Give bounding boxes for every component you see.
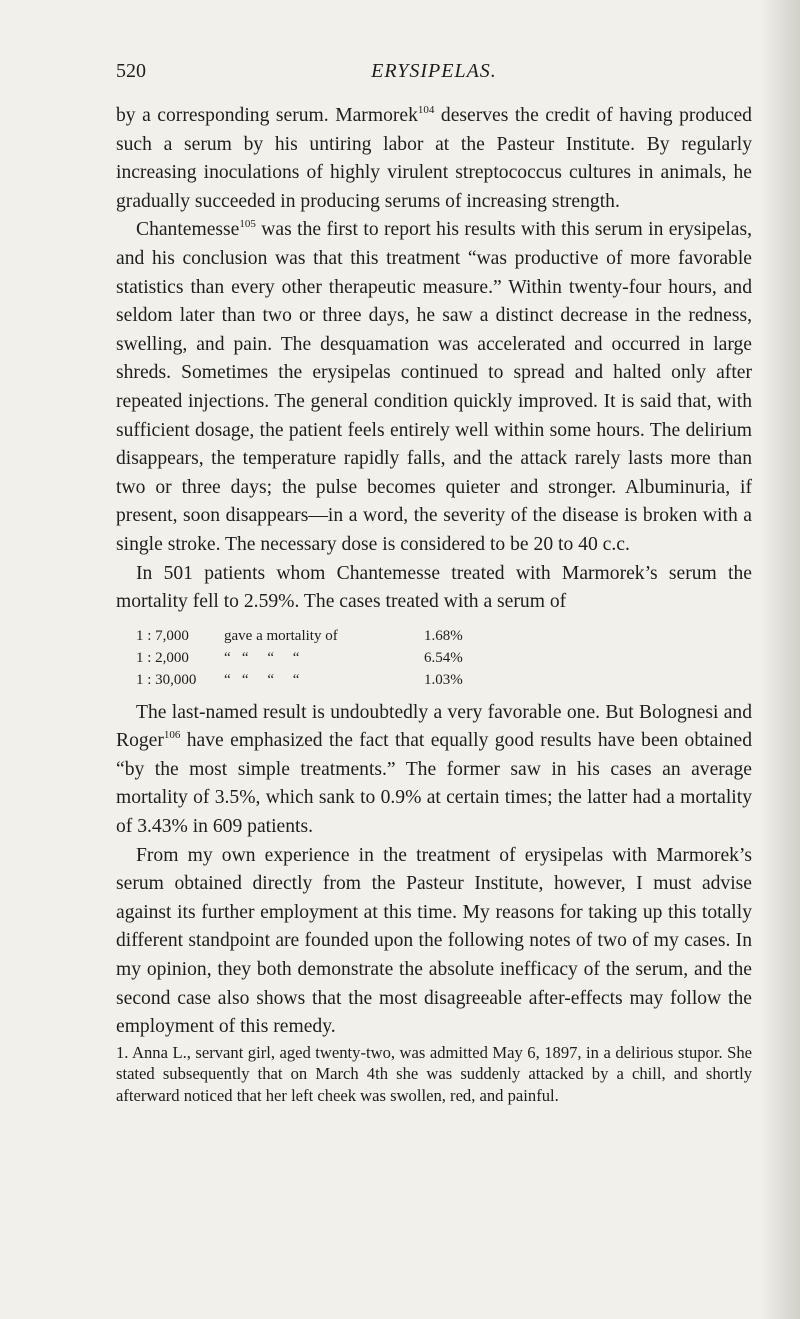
footnote-ref-104: 104 — [417, 104, 435, 116]
paragraph-2 — [116, 216, 752, 559]
table-row — [136, 669, 752, 691]
case-note-1: 1. Anna L., servant girl, aged twenty-two, was admitted May 6, 1897, in a delirious stupor. She stated subsequently that on March 4th she was suddenly attacked by a chill, and shortly afterward noticed that her left cheek was swollen, red, and painful. — [116, 1042, 752, 1105]
footnote-ref-105: 105 — [239, 218, 256, 231]
mortality-table — [136, 625, 752, 691]
paragraph-2-text-a: Chantemesse — [136, 219, 240, 241]
paragraph-2-text-b: was the first to report his results with this serum in erysipelas, and his conclusion was that this treatment “was productive of more favorable statistics than every other therapeutic measure.” Within twenty-four hours, and seldom later than two or three days, he saw a distinct decrease in the redness, swelling, and pain. The desquamation was accelerated and occurred in large shreds. Sometimes the erysipelas continued to spread and halted only after repeated injections. The general condition quickly improved. It is said that, with sufficient dosage, the patient feels entirely well within some hours. The delirium disappears, the temperature rapidly falls, and the attack rarely lasts more than two or three days; the pulse becomes quieter and stronger. Albuminuria, if present, soon disappears—in a word, the severity of the disease is broken with a single stroke. The necessary dose is considered to be 20 to 40 c.c. — [116, 219, 752, 555]
page-header — [116, 60, 752, 90]
table-cell-text: gave a mortality of — [224, 627, 338, 644]
paragraph-1-text-a: by a corresponding serum. Marmorek — [116, 105, 418, 126]
table-cell-ratio: 1 : 30,000 — [136, 671, 197, 688]
footnote-ref-106: 106 — [163, 729, 181, 742]
table-cell-value: 1.68% — [424, 627, 463, 644]
table-cell-value: 1.03% — [424, 671, 463, 688]
paragraph-1 — [116, 102, 752, 216]
table-cell-ratio: 1 : 2,000 — [136, 649, 189, 666]
paragraph-3: In 501 patients whom Chantemesse treated with Marmorek’s serum the mortality fell to 2.59%. The cases treated with a serum of — [116, 562, 752, 613]
paragraph-4 — [116, 699, 752, 842]
paragraph-4-text-a: The last-named result is undoubtedly a very favorable one. But Bolognesi and Roger — [116, 701, 752, 752]
page-edge-shadow — [760, 0, 800, 1319]
table-row — [136, 647, 752, 669]
body-text — [116, 102, 752, 1106]
table-cell-value: 6.54% — [424, 649, 463, 666]
paragraph-4-text-b: have emphasized the fact that equally good results have been obtained “by the most simple treatments.” The former saw in his cases an average mortality of 3.5%, which sank to 0.9% at certain times; the latter had a mortality of 3.43% in 609 patients. — [116, 730, 752, 838]
paragraph-5: From my own experience in the treatment of erysipelas with Marmorek’s serum obtained directly from the Pasteur Institute, however, I must advise against its further employment at this time. My reasons for taking up this totally different standpoint are founded upon the following notes of two of my cases. In my opinion, they both demonstrate the absolute inefficacy of the serum, and the second case also shows that the most disagreeable after-effects may follow the employment of this remedy. — [116, 844, 752, 1038]
table-cell-text: “ “ “ “ — [224, 671, 300, 688]
paragraph-1-text-b: deserves the credit of having produced such a serum by his untiring labor at the Pasteur Institute. By regularly increasing inoculations of highly virulent streptococcus cultures in animals, he gradually succeeded in producing serums of increasing strength. — [116, 105, 752, 212]
table-row — [136, 625, 752, 647]
running-head: ERYSIPELAS. — [371, 60, 497, 82]
table-cell-ratio: 1 : 7,000 — [136, 627, 189, 644]
table-cell-text: “ “ “ “ — [224, 649, 300, 666]
page-number: 520 — [116, 60, 146, 82]
